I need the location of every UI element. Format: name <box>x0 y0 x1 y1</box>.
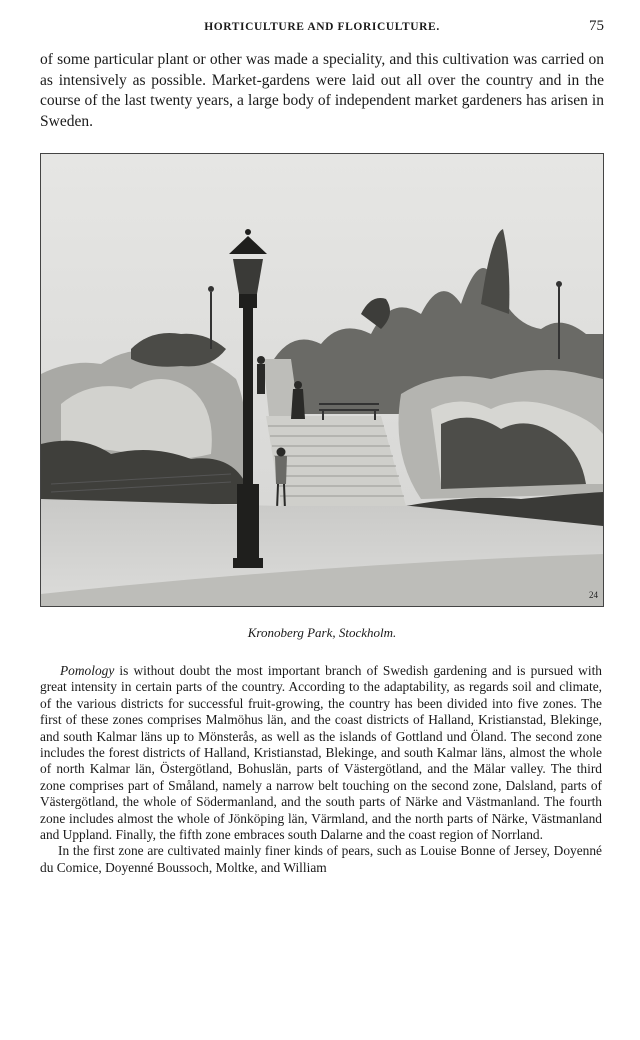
park-photograph <box>40 153 604 607</box>
lead-term: Pomology <box>60 663 115 678</box>
pomology-paragraph <box>40 663 602 843</box>
figure-caption: Kronoberg Park, Stockholm. <box>247 625 397 640</box>
last-paragraph: In the first zone are cultivated mainly finer kinds of pears, such as Louise Bonne of Jersey, Doyenné du Comice, Doyenné Boussoch, Moltke, and William <box>40 843 602 875</box>
page-header <box>40 18 604 38</box>
page-number: 75 <box>589 18 604 34</box>
plate-number: 24 <box>589 590 598 600</box>
pomology-text: is without doubt the most important branch of Swedish gardening and is pursued with great intensity in certain parts of the country. According to the adaptability, as regards soil and climate, of the various districts for successful fruit-growing, the country has been divided into five zones. The first of these zones comprises Malmöhus län, and the coast districts of Halland, Kristianstad, Blekinge, and south Kalmar läns up to Mönsterås, as well as the islands of Gottland und Öland. The second zone includes the forest districts of Halland, Kristianstad, Blekinge, and south Kalmar läns, almost the whole of north Kalmar län, Östergötland, Bohuslän, parts of Västergötland, and the Mälar valley. The third zone comprises part of Småland, namely a narrow belt touching on the second zone, Dalsland, parts of Västergötland, the whole of Södermanland, and the south parts of Närke and Västmanland. The fourth zone includes almost the whole of Jönköping län, Värmland, and the north parts of Närke, Västmanland and Uppland. Finally, the fifth zone embraces south Dalarne and the coast region of Norrland. <box>40 663 602 843</box>
body-text <box>40 663 602 876</box>
intro-paragraph: of some particular plant or other was made a speciality, and this cultivation was carried on as intensively as possible. Market-gardens were laid out all over the country and in the course of the last twenty years, a large body of independent market gardeners has arisen in Sweden. <box>40 51 604 130</box>
running-title: HORTICULTURE AND FLORICULTURE. <box>204 21 440 33</box>
